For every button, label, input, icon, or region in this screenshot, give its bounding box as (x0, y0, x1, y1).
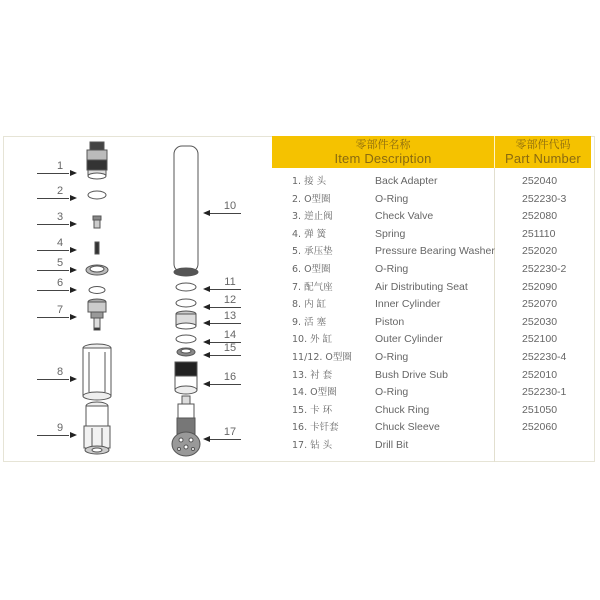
piston-icon (84, 402, 110, 454)
item-name-cn: 14. O型圈 (292, 387, 337, 399)
table-row (272, 419, 592, 437)
item-description: Chuck Ring (375, 403, 430, 416)
table-row (272, 384, 592, 402)
item-description: Outer Cylinder (375, 333, 443, 346)
o-ring-icon (176, 299, 196, 307)
part-number: 252020 (522, 245, 558, 258)
table-row (272, 279, 592, 297)
parts-table (268, 136, 595, 462)
table-row (272, 331, 592, 349)
header-part-number-en: Part Number (505, 151, 581, 166)
drill-bit-icon (172, 396, 200, 456)
item-name-cn: 10. 外 缸 (292, 334, 333, 346)
part-number: 252030 (522, 315, 558, 328)
table-row (272, 314, 592, 332)
header-part-number (495, 136, 591, 168)
table-row (272, 191, 592, 209)
item-name-cn: 5. 承压垫 (292, 246, 333, 258)
table-row (272, 296, 592, 314)
part-number: 252230-1 (522, 386, 567, 399)
item-description: O-Ring (375, 350, 409, 363)
item-description: Check Valve (375, 210, 434, 223)
item-description: Chuck Sleeve (375, 421, 440, 434)
callout-label: 9 (56, 422, 64, 434)
callout-label: 1 (56, 160, 64, 172)
item-description: Piston (375, 315, 405, 328)
o-ring-icon (88, 191, 106, 199)
item-description: Drill Bit (375, 438, 409, 451)
pressure-washer-icon (86, 265, 108, 275)
table-row (272, 437, 592, 455)
item-name-cn: 6. O型圈 (292, 263, 331, 275)
part-number: 252230-3 (522, 192, 567, 205)
item-name-cn: 3. 逆止阀 (292, 211, 333, 223)
table-row (272, 208, 592, 226)
item-description: O-Ring (375, 262, 409, 275)
part-number: 252010 (522, 368, 558, 381)
callout-label: 11 (224, 276, 236, 288)
item-description: Bush Drive Sub (375, 368, 448, 381)
item-description: O-Ring (375, 386, 409, 399)
callout-label: 4 (56, 237, 64, 249)
chuck-ring-icon (177, 348, 195, 356)
part-number: 251110 (522, 227, 556, 240)
item-description: Pressure Bearing Washer (375, 245, 495, 258)
item-name-cn: 16. 卡钎套 (292, 422, 339, 434)
back-adapter-icon (87, 142, 107, 179)
table-row (272, 243, 592, 261)
part-number: 252100 (522, 333, 558, 346)
table-row (272, 173, 592, 191)
parts-illustration (3, 136, 267, 462)
item-name-cn: 2. O型圈 (292, 193, 331, 205)
item-name-cn: 17. 钻 头 (292, 439, 333, 451)
check-valve-icon (93, 216, 101, 228)
header-description-en: Item Description (334, 151, 432, 166)
table-row (272, 367, 592, 385)
part-number: 252230-2 (522, 262, 567, 275)
part-number: 252060 (522, 421, 558, 434)
table-row (272, 402, 592, 420)
item-name-cn: 8. 内 缸 (292, 299, 327, 311)
item-name-cn: 9. 活 塞 (292, 316, 327, 328)
part-number: 252080 (522, 210, 558, 223)
callout-label: 15 (223, 342, 237, 354)
callout-label: 7 (56, 304, 64, 316)
exploded-parts-diagram (3, 136, 267, 462)
part-number: 252230-4 (522, 350, 567, 363)
o-ring-icon (89, 287, 105, 294)
air-distributing-seat-icon (88, 299, 106, 330)
part-number: 252090 (522, 280, 558, 293)
part-number: 251050 (522, 403, 558, 416)
item-name-cn: 1. 接 头 (292, 176, 327, 187)
item-description: Back Adapter (375, 175, 438, 187)
item-description: Air Distributing Seat (375, 280, 468, 293)
item-name-cn: 7. 配气座 (292, 281, 333, 293)
callout-label: 14 (223, 329, 237, 341)
part-number: 252040 (522, 175, 558, 187)
item-name-cn: 4. 弹 簧 (292, 228, 327, 240)
item-name-cn: 13. 衬 套 (292, 369, 333, 381)
callout-label: 3 (56, 211, 64, 223)
item-description: O-Ring (375, 192, 409, 205)
callout-label: 8 (56, 366, 64, 378)
o-ring-icon (176, 335, 196, 343)
item-description: Inner Cylinder (375, 298, 441, 311)
inner-cylinder-icon (83, 344, 111, 400)
callout-label: 5 (56, 257, 64, 269)
item-name-cn: 15. 卡 环 (292, 404, 333, 416)
header-part-number-cn: 零部件代码 (515, 138, 571, 151)
callout-label: 10 (223, 200, 237, 212)
outer-cylinder-icon (174, 146, 198, 276)
callout-label: 6 (56, 277, 64, 289)
spring-icon (95, 242, 99, 254)
o-ring-icon (176, 283, 196, 291)
table-row (272, 349, 592, 367)
chuck-sleeve-icon (175, 362, 197, 394)
header-description-cn: 零部件名称 (355, 138, 411, 151)
item-description: Spring (375, 227, 406, 240)
table-body (272, 173, 592, 455)
callout-label: 12 (223, 294, 237, 306)
table-row (272, 261, 592, 279)
callout-label: 2 (56, 185, 64, 197)
header-item-description (272, 136, 494, 168)
callout-label: 16 (223, 371, 237, 383)
table-row (272, 226, 592, 244)
bush-drive-sub-icon (176, 311, 196, 329)
part-number: 252070 (522, 298, 558, 311)
item-name-cn: 11/12. O型圈 (292, 351, 352, 363)
callout-label: 13 (223, 310, 237, 322)
callout-label: 17 (223, 426, 237, 438)
